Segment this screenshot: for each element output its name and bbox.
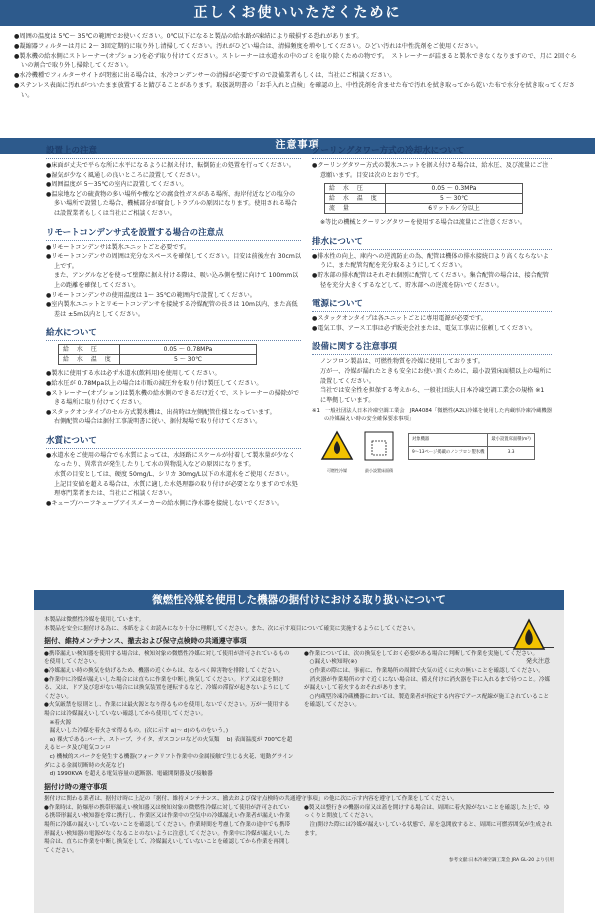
fire-warning-icon — [512, 618, 546, 652]
water-spec-table — [58, 344, 257, 365]
spec-value: 5 〜 30℃ — [386, 194, 523, 204]
quality-item: ●水道水をご使用の場合でも水質によっては、水経路にスケールが付着して製氷量が少なくなったり、異常音が発生したりして水の異物混入などの原因になります。 — [46, 451, 295, 469]
drain-heading: 排水について — [312, 236, 552, 250]
water-item: 右側配管の場合は据付工事説明書に従い、据付現場で取り付けてください。 — [54, 418, 262, 426]
install-item: ●湿気が少なく風通しの良いところに設置してください。 — [46, 171, 204, 179]
power-item: ●電気工事、アース工事は必ず販売会社または、電気工事店に依頼してください。 — [312, 324, 537, 332]
install-rules-heading: 据付け時の遵守事項 — [44, 783, 554, 794]
remote-heading: リモートコンデンサ式を設置する場合の注意点 — [46, 227, 301, 241]
a2l-header: 微燃性冷媒を使用した機器の据付けにおける取り扱いについて — [34, 590, 564, 610]
equip-item: ノンフロン製品は、可燃性物質を冷媒に使用しております。 — [320, 358, 484, 366]
spec-key: 給 水 温 度 — [325, 194, 386, 204]
common-rules-right: ●作業については、次の換気をしておく必要がある場合に判断して作業を実施してください。 ○漏えい検知時(※) ○作業の際には、事前に、作業場所の周囲で火気の近くに火の無いことを確認してください。 消火器が作業場所のすぐ近くにない場合は、備え付けに消火器を手に入れるまで待つこと。冷媒が漏えいして着火するおそれがあります。 ○内蔵型冷凍冷蔵機器においては、製造業者が指定する内容でアース配線が施工されていることを確認してください。 — [304, 650, 551, 709]
caution-columns — [0, 145, 595, 575]
reference: 参考文献:日本冷凍空調工業会 JRA GL-20 より引用 — [448, 858, 554, 864]
install-rules-lead: 据付けに関わる業者は、据付け時に上記の「据付、維持メンテナンス、撤去および保守点検時の共通遵守事項」の他に次に示す内容を遵守して作業をしてください。 — [44, 796, 458, 803]
left-column — [46, 145, 301, 516]
power-heading: 電源について — [312, 298, 552, 312]
remote-item: ●リモートコンデンサは製氷ユニットごと必要です。 — [46, 243, 191, 251]
quality-item: 上記目安値を超える場合は、水質に適した水処理器の取り付けが必要となりますので水処理専門業者または、当社にご相談ください。 — [54, 480, 298, 498]
spec-key: 給 水 圧 — [59, 345, 120, 355]
table-cell: 9〜13ページ掲載のノンフロン製氷機 — [409, 446, 488, 459]
remote-item: また、アングルなどを使って壁際に据え付ける際は、吸い込み側を壁に向けて 100mm以上の距離を確保してください。 — [54, 272, 299, 289]
table-header: 最小設置床面積(m²) — [488, 434, 534, 447]
power-item: ●スタックオンタイプは各ユニットごとに専用電源が必要です。 — [312, 315, 487, 323]
equip-item: 万が一、冷媒が漏れたときも安全にお使い頂くために、最小設置床面積以上の場所に設置してください。 — [320, 367, 552, 385]
fire-warning-label: 発火注意 — [525, 658, 550, 665]
common-rules-heading: 据付、維持メンテナンス、撤去および保守点検時の共通遵守事項 — [44, 637, 554, 648]
intro-item: ●製氷機の給水側にストレーナー(オプション)を必ず取り付けてください。ストレーナーは水道水の中のゴミを取り除くための物です。 ストレーナーが詰まると製氷できなくなりますので、月に 2回ぐらいの割合で取り外し掃除してください。 — [14, 52, 577, 70]
water-item: ●給水圧が 0.78Mpa以上の場合は市販の減圧弁を取り付け製圧してください。 — [46, 379, 263, 387]
spec-value: 0.05 〜 0.3MPa — [386, 184, 523, 194]
equip-item: 当社では安全性を担保する考えから、一般社団法人日本冷凍空調工業会の規格 ※1 に準拠しています。 — [320, 387, 545, 404]
cooling-note: ※等比の機械とクーリングタワーを使用する場合は流量にご注意ください。 — [320, 219, 526, 227]
intro-list — [0, 26, 595, 128]
a2l-lead: 本製品は微燃性冷媒を使用しています。 本製品を安全に据付ける為に、本紙をよくお読みになり十分に理解してください。また、次に示す項目について確実に実施するようにしてください。 — [44, 617, 419, 632]
page-title: 正しくお使いいただくために — [0, 0, 595, 26]
drain-item: ●貯氷部の排水配管はそれぞれ個別に配管してください。集合配管の場合は、接合配管径を充分大きくするなどして、貯氷部への逆流を防いでください。 — [312, 271, 549, 289]
water-item: ●ストレーナー(オプション)は製氷機の給水側のできるだけ近くで、ストレーナーの掃除ができる場所に取り付けてください。 — [46, 389, 300, 407]
remote-item: ●リモートコンデンサの使用温度は 1〜 35℃の範囲内で設置してください。 — [46, 291, 256, 299]
remote-item: ●リモートコンデンサの周囲は充分なスペースを確保してください。目安は前後左右 30cm以上です。 — [46, 253, 301, 270]
spec-value: 6リットル／分以上 — [386, 204, 523, 214]
drain-item: ●排水性の向上、庫内への逆流防止の為、配管は機体の排水接続口より高くならないように、また配管勾配を充分取るようにしてください。 — [312, 252, 549, 270]
spec-value: 5 〜 30℃ — [120, 355, 257, 365]
intro-item: ●水冷機種でフィルターサイトが閉塞に出る場合は、水冷コンデンサーの清掃が必要ですので設備業者もしくは、当社にご相談ください。 — [14, 72, 396, 80]
a2l-section — [34, 590, 564, 913]
flammable-icon — [320, 429, 354, 463]
install-heading: 設置上の注意 — [46, 145, 301, 159]
cooling-heading: クーリングタワー方式の冷却水について — [312, 145, 552, 159]
caution-header: 注意事項 — [0, 138, 595, 154]
spec-key: 給 水 圧 — [325, 184, 386, 194]
quality-item: ●キューブ/ハーフキューブアイスメーカーの給水側に浄水器を接続しないでください。 — [46, 499, 284, 507]
equip-heading: 設備に関する注意事項 — [312, 341, 552, 355]
water-heading: 給水について — [46, 327, 301, 341]
install-rules-left: ●作業時は、防爆形の携帯形漏えい検知器又は検知対象の微燃性冷媒に対して使用が許可されている携帯形漏えい検知器を常に携行し、作業区又は作業中の空気中の冷媒漏えい作業者が漏えい作業場所に冷媒の漏えいしていないことを確認してください。作業時間を考慮して作業の途中でも携帯形漏えい検知器の電源がなくなることのないように注意してください。作業中に冷媒が漏えいした場合は、直ちに作業を中断し換気をして、冷媒漏えいしていないことを確認してから作業を再開してください。 — [44, 804, 291, 854]
intro-item: ●周囲の温度は 5℃〜 35℃の範囲でお使いください。0℃以下になると製品の給水路が凍結により破損する恐れがあります。 — [14, 33, 363, 40]
install-item: ●周囲温度が 5〜35℃の室内に設置してください。 — [46, 181, 188, 189]
spec-value: 0.05 〜 0.78MPa — [120, 345, 257, 355]
table-cell: 3.3 — [488, 446, 534, 459]
common-rules-left: ●携帯漏えい検知器を使用する場合は、検知対象の微燃性冷媒に対して使用が許可されているものを使用してください。 ●冷媒漏えい時の換気を妨げるため、機器の近くからは、なるべく障害物を排除してください。 ●作業中に冷媒が漏えいした場合には直ちに作業を中断し換気してください。ドア又は窓を開ける、又は、ドア及び窓がない場合には換気装置を運転するなど、冷媒の滞留が起きないようにしてください。 ●火気厳禁を原則とし、作業には最火源となり得るものを使用しないでください。万が一使用する場合には冷媒漏えいしていない確認してから使用してください。 ※着火源 漏えいした冷媒を着火させ得るもの。(次に示す a)〜 d)のものをいう。) a) 裸火である:バーナ、ストーブ、ライタ、ガスコンロなどの火気類 b) 表面温度が 700℃を超えるヒータ及び電気コンロ c) 機械的スパークを発生する機器(フォークリフト作業中の金属接触で生じる火花、電動グラインダによる金属切断時の火花など) d) 1990KVA を超える電気容量の遮断器、電磁開閉器及び接触器 — [44, 650, 294, 778]
install-item: ●温泉地などの硫黄物の多い場所や酸などの腐食性ガスがある場所、海岸付近などの塩分の多い場所で設置した場合、機械部分が腐食しトラブルの原因になります。使用される場合は設置業者もしくは当社にご相談ください。 — [46, 190, 298, 217]
install-item: ●床面が丈夫で平らな所に水平になるように据え付け、転倒防止の処置を行ってください。 — [46, 162, 295, 169]
floor-area-caption: 最小設置床面積 — [365, 468, 393, 474]
symbol-row — [312, 429, 552, 479]
install-rules-right: ●製又は整行きの機器の扉又は蓋を開けする場合は、周囲に着火源がないことを確認した上で、ゆっくりと開放してください。 注)開けた際には冷媒が漏えいしている状態で、扉を急開放すると、周囲に可燃雰囲気が生成されます。 — [304, 804, 553, 837]
spec-key: 流 量 — [325, 204, 386, 214]
floor-area-table — [408, 433, 535, 459]
cooling-item: ●クーリングタワー方式の製氷ユニットを据え付ける場合は、給水圧、及び流量にご注意願います。目安は次のとおりです。 — [312, 162, 549, 179]
quality-heading: 水質について — [46, 435, 301, 449]
intro-item: ●凝縮器フィルターは月に 2〜 3回定期的に取り外し清掃してください。汚れがひどい場合は、清掃頻度を増やしてください。ひどい汚れは中性洗剤をご使用ください。 — [14, 42, 483, 50]
intro-item: ●ステンレス表面に汚れがついたまま放置すると錆びることがあります。取扱説明書の「お手入れと点検」を確認の上、中性洗剤を含ませた布で汚れを拭き取ってから乾いた布で水分を拭き取ってください。 — [14, 81, 575, 99]
remote-item: ●室内製氷ユニットとリモートコンデンサを接続する冷媒配管の長さは 10m以内、また高低差は ±5m以内としてください。 — [46, 301, 298, 318]
spec-key: 給 水 温 度 — [59, 355, 120, 365]
water-item: ●スタックオンタイプのセル方式製氷機は、出荷時は左側配管仕様となっています。 — [46, 408, 276, 416]
cooling-spec-table — [324, 183, 523, 214]
floor-area-icon — [362, 429, 396, 463]
right-column — [312, 145, 552, 487]
water-item: ●製氷に使用する水は必ず水道水(飲料用)を使用してください。 — [46, 370, 221, 378]
table-header: 対象機器 — [409, 434, 488, 447]
footnote: ※1 一般社団法人日本冷凍空調工業会 JRA4084「微燃性(A2L)冷媒を使用した内蔵形冷凍冷蔵機器の冷媒漏えい時の安全確保要求事項」 — [312, 408, 553, 423]
quality-item: 水質の目安としては、硬度 50mg/L、シリカ 30mg/L以下の水道水をご使用ください。 — [54, 471, 293, 479]
flammable-caption: 可燃性冷媒 — [327, 468, 347, 474]
